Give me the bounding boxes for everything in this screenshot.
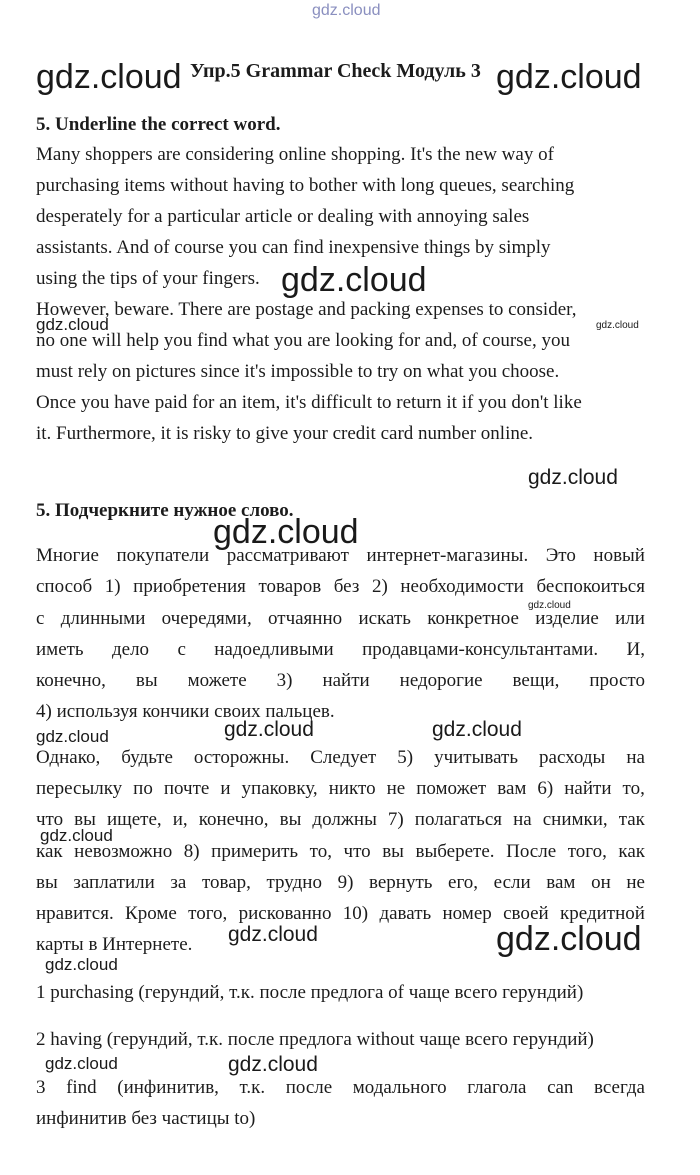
watermark-mid-6: gdz.cloud [228,1053,318,1076]
watermark-left-5: gdz.cloud [45,955,118,974]
watermark-mid-4: gdz.cloud [228,923,318,946]
english-heading: 5. Underline the correct word. [36,114,281,135]
text-line: assistants. And of course you can find inexpensive things by simply [36,237,551,258]
text-line: нравится. Кроме того, рискованно 10) давать номер своей кредитной [36,903,645,924]
watermark-left-6: gdz.cloud [45,1054,118,1073]
text-line: Once you have paid for an item, it's difficult to return it if you don't like [36,392,582,413]
answer-3-line-1: 3 find (инфинитив, т.к. после модального глагола can всегда [36,1077,645,1098]
watermark-small-mid-2: gdz.cloud [528,600,571,611]
text-line: desperately for a particular article or dealing with annoying sales [36,206,530,227]
text-line: иметь дело с надоедливыми продавцами-консультантами. И, [36,639,645,660]
watermark-right-4: gdz.cloud [496,920,642,958]
text-line: карты в Интернете. [36,934,193,955]
text-line: it. Furthermore, it is risky to give your credit card number online. [36,423,534,444]
text-line: вы заплатили за товар, трудно 9) вернуть его, если вам он не [36,872,645,893]
watermark-left-4: gdz.cloud [40,826,113,845]
text-line: как невозможно 8) примерить то, что вы выберете. После того, как [36,841,645,862]
watermark-mid-1: gdz.cloud [281,261,427,299]
text-line: Однако, будьте осторожны. Следует 5) учитывать расходы на [36,747,645,768]
text-line: пересылку по почте и упаковку, никто не поможет вам 6) найти то, [36,778,645,799]
watermark-right-title: gdz.cloud [496,58,642,96]
russian-heading: 5. Подчеркните нужное слово. [36,500,294,521]
watermark-right-2: gdz.cloud [528,466,618,489]
watermark-left-title: gdz.cloud [36,58,182,96]
text-line: purchasing items without having to bother with long queues, searching [36,175,575,196]
watermark-mid-2: gdz.cloud [213,513,359,551]
text-line: что вы ищете, и, конечно, вы должны 7) полагаться на снимки, так [36,809,645,830]
text-line: using the tips of your fingers. [36,268,260,289]
text-line: способ 1) приобретения товаров без 2) необходимости беспокоиться [36,576,645,597]
text-line: Many shoppers are considering online shopping. It's the new way of [36,144,554,165]
watermark-right-3: gdz.cloud [432,718,522,741]
text-line: конечно, вы можете 3) найти недорогие вещи, просто [36,670,645,691]
page-title: Упр.5 Grammar Check Модуль 3 [190,60,481,82]
answer-1: 1 purchasing (герундий, т.к. после предлога of чаще всего герундий) [36,982,584,1003]
answer-3-line-2: инфинитив без частицы to) [36,1108,256,1129]
text-line: с длинными очередями, отчаянно искать конкретное изделие или [36,608,645,629]
watermark-left-3: gdz.cloud [36,727,109,746]
text-line: However, beware. There are postage and packing expenses to consider, [36,299,577,320]
text-line: no one will help you find what you are looking for and, of course, you [36,330,570,351]
watermark-top: gdz.cloud [312,2,381,19]
answer-2: 2 having (герундий, т.к. после предлога without чаще всего герундий) [36,1029,594,1050]
text-line: 4) используя кончики своих пальцев. [36,701,335,722]
text-line: must rely on pictures since it's impossible to try on what you choose. [36,361,560,382]
text-line: Многие покупатели рассматривают интернет-магазины. Это новый [36,545,645,566]
watermark-left-1: gdz.cloud [36,315,109,334]
watermark-mid-3: gdz.cloud [224,718,314,741]
watermark-small-right-1: gdz.cloud [596,320,639,331]
